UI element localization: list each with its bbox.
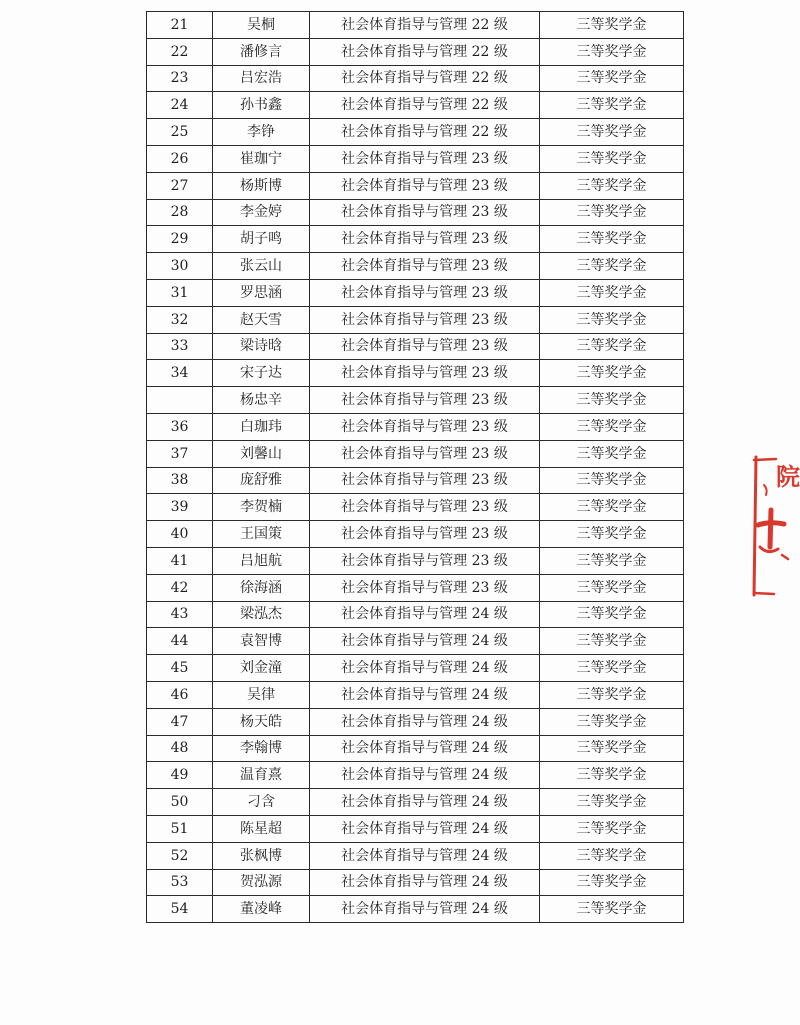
- cell-name: 吕宏浩: [213, 65, 310, 92]
- cell-name: 罗思涵: [213, 279, 310, 306]
- cell-award: 三等奖学金: [540, 65, 684, 92]
- cell-major: 社会体育指导与管理 23 级: [310, 199, 540, 226]
- cell-award: 三等奖学金: [540, 38, 684, 65]
- table-row: [147, 655, 684, 682]
- cell-major: 社会体育指导与管理 22 级: [310, 65, 540, 92]
- cell-major: 社会体育指导与管理 24 级: [310, 628, 540, 655]
- cell-award: 三等奖学金: [540, 494, 684, 521]
- cell-name: 梁诗晗: [213, 333, 310, 360]
- cell-major: 社会体育指导与管理 24 级: [310, 815, 540, 842]
- cell-number: 46: [147, 681, 213, 708]
- cell-award: 三等奖学金: [540, 440, 684, 467]
- cell-number: 45: [147, 655, 213, 682]
- cell-number: 27: [147, 172, 213, 199]
- cell-number: 33: [147, 333, 213, 360]
- cell-name: 李翰博: [213, 735, 310, 762]
- cell-number: 38: [147, 467, 213, 494]
- cell-number: 39: [147, 494, 213, 521]
- cell-major: 社会体育指导与管理 24 级: [310, 681, 540, 708]
- cell-number: 34: [147, 360, 213, 387]
- cell-name: 赵天雪: [213, 306, 310, 333]
- cell-major: 社会体育指导与管理 23 级: [310, 360, 540, 387]
- cell-major: 社会体育指导与管理 22 级: [310, 92, 540, 119]
- cell-major: 社会体育指导与管理 23 级: [310, 333, 540, 360]
- cell-name: 崔珈宁: [213, 145, 310, 172]
- cell-award: 三等奖学金: [540, 333, 684, 360]
- cell-name: 贺泓源: [213, 869, 310, 896]
- table-row: [147, 789, 684, 816]
- table-row: [147, 306, 684, 333]
- table-row: [147, 708, 684, 735]
- cell-award: 三等奖学金: [540, 467, 684, 494]
- cell-major: 社会体育指导与管理 24 级: [310, 708, 540, 735]
- cell-name: 陈星超: [213, 815, 310, 842]
- cell-name: 徐海涵: [213, 574, 310, 601]
- cell-name: 潘修言: [213, 38, 310, 65]
- cell-name: 张云山: [213, 253, 310, 280]
- cell-number: 32: [147, 306, 213, 333]
- cell-major: 社会体育指导与管理 22 级: [310, 38, 540, 65]
- cell-number: 54: [147, 896, 213, 923]
- official-seal-fragment: [744, 455, 800, 600]
- cell-award: 三等奖学金: [540, 521, 684, 548]
- cell-name: 庞舒雅: [213, 467, 310, 494]
- cell-name: 胡子鸣: [213, 226, 310, 253]
- table-row: [147, 119, 684, 146]
- cell-award: 三等奖学金: [540, 628, 684, 655]
- cell-number: 40: [147, 521, 213, 548]
- cell-number: 41: [147, 547, 213, 574]
- table-row: [147, 333, 684, 360]
- cell-major: 社会体育指导与管理 23 级: [310, 440, 540, 467]
- cell-number: 26: [147, 145, 213, 172]
- seal-character: 院: [776, 462, 800, 491]
- table-row: [147, 601, 684, 628]
- table-row: [147, 413, 684, 440]
- cell-name: 王国策: [213, 521, 310, 548]
- cell-name: 吴律: [213, 681, 310, 708]
- cell-major: 社会体育指导与管理 24 级: [310, 655, 540, 682]
- cell-award: 三等奖学金: [540, 306, 684, 333]
- cell-name: 梁泓杰: [213, 601, 310, 628]
- table-row: [147, 842, 684, 869]
- cell-number: 42: [147, 574, 213, 601]
- table-body: [147, 12, 684, 923]
- cell-major: 社会体育指导与管理 24 级: [310, 896, 540, 923]
- cell-name: 白珈玮: [213, 413, 310, 440]
- cell-award: 三等奖学金: [540, 789, 684, 816]
- table-row: [147, 253, 684, 280]
- cell-major: 社会体育指导与管理 23 级: [310, 521, 540, 548]
- cell-number: 31: [147, 279, 213, 306]
- cell-major: 社会体育指导与管理 23 级: [310, 494, 540, 521]
- cell-award: 三等奖学金: [540, 360, 684, 387]
- cell-award: 三等奖学金: [540, 387, 684, 414]
- cell-major: 社会体育指导与管理 22 级: [310, 119, 540, 146]
- table-row: [147, 12, 684, 39]
- cell-major: 社会体育指导与管理 24 级: [310, 762, 540, 789]
- cell-name: 李铮: [213, 119, 310, 146]
- cell-number: 22: [147, 38, 213, 65]
- cell-major: 社会体育指导与管理 23 级: [310, 467, 540, 494]
- cell-major: 社会体育指导与管理 23 级: [310, 145, 540, 172]
- cell-number: 21: [147, 12, 213, 39]
- cell-award: 三等奖学金: [540, 601, 684, 628]
- cell-number: 52: [147, 842, 213, 869]
- cell-number: 43: [147, 601, 213, 628]
- cell-award: 三等奖学金: [540, 735, 684, 762]
- cell-major: 社会体育指导与管理 24 级: [310, 735, 540, 762]
- table-row: [147, 467, 684, 494]
- cell-major: 社会体育指导与管理 23 级: [310, 574, 540, 601]
- table-row: [147, 92, 684, 119]
- table-row: [147, 521, 684, 548]
- cell-name: 刘金潼: [213, 655, 310, 682]
- cell-award: 三等奖学金: [540, 253, 684, 280]
- table-row: [147, 628, 684, 655]
- cell-name: 杨天皓: [213, 708, 310, 735]
- cell-award: 三等奖学金: [540, 119, 684, 146]
- cell-major: 社会体育指导与管理 23 级: [310, 172, 540, 199]
- table-row: [147, 681, 684, 708]
- cell-number: 23: [147, 65, 213, 92]
- cell-award: 三等奖学金: [540, 681, 684, 708]
- table-row: [147, 387, 684, 414]
- table-row: [147, 494, 684, 521]
- cell-name: 张枫博: [213, 842, 310, 869]
- cell-major: 社会体育指导与管理 23 级: [310, 387, 540, 414]
- cell-number: 28: [147, 199, 213, 226]
- cell-number: 51: [147, 815, 213, 842]
- cell-award: 三等奖学金: [540, 199, 684, 226]
- cell-award: 三等奖学金: [540, 413, 684, 440]
- seal-stamp-icon: [744, 455, 800, 600]
- cell-number: 30: [147, 253, 213, 280]
- cell-award: 三等奖学金: [540, 655, 684, 682]
- cell-name: 吕旭航: [213, 547, 310, 574]
- cell-major: 社会体育指导与管理 23 级: [310, 253, 540, 280]
- scholarship-list-table: [146, 11, 684, 923]
- cell-award: 三等奖学金: [540, 842, 684, 869]
- cell-major: 社会体育指导与管理 22 级: [310, 12, 540, 39]
- cell-award: 三等奖学金: [540, 708, 684, 735]
- cell-name: 董凌峰: [213, 896, 310, 923]
- cell-major: 社会体育指导与管理 24 级: [310, 601, 540, 628]
- cell-major: 社会体育指导与管理 23 级: [310, 279, 540, 306]
- cell-number: 24: [147, 92, 213, 119]
- cell-major: 社会体育指导与管理 23 级: [310, 547, 540, 574]
- cell-number: 47: [147, 708, 213, 735]
- cell-award: 三等奖学金: [540, 12, 684, 39]
- table-row: [147, 869, 684, 896]
- cell-name: 袁智博: [213, 628, 310, 655]
- cell-number: 49: [147, 762, 213, 789]
- table-row: [147, 896, 684, 923]
- table-row: [147, 199, 684, 226]
- cell-major: 社会体育指导与管理 24 级: [310, 869, 540, 896]
- cell-major: 社会体育指导与管理 23 级: [310, 306, 540, 333]
- cell-name: 孙书鑫: [213, 92, 310, 119]
- cell-name: 刘馨山: [213, 440, 310, 467]
- cell-number: 53: [147, 869, 213, 896]
- cell-award: 三等奖学金: [540, 547, 684, 574]
- table-row: [147, 360, 684, 387]
- table-row: [147, 735, 684, 762]
- cell-name: 刁含: [213, 789, 310, 816]
- cell-number: 48: [147, 735, 213, 762]
- cell-name: 李金婷: [213, 199, 310, 226]
- table-row: [147, 547, 684, 574]
- table-row: [147, 279, 684, 306]
- table-row: [147, 574, 684, 601]
- table-row: [147, 762, 684, 789]
- cell-award: 三等奖学金: [540, 896, 684, 923]
- cell-number: 44: [147, 628, 213, 655]
- cell-award: 三等奖学金: [540, 92, 684, 119]
- cell-award: 三等奖学金: [540, 869, 684, 896]
- cell-number: 37: [147, 440, 213, 467]
- cell-number: 29: [147, 226, 213, 253]
- cell-number: [147, 387, 213, 414]
- cell-major: 社会体育指导与管理 24 级: [310, 789, 540, 816]
- cell-award: 三等奖学金: [540, 762, 684, 789]
- table-row: [147, 145, 684, 172]
- cell-name: 温育熹: [213, 762, 310, 789]
- cell-award: 三等奖学金: [540, 815, 684, 842]
- cell-number: 36: [147, 413, 213, 440]
- cell-name: 李贺楠: [213, 494, 310, 521]
- table-row: [147, 65, 684, 92]
- cell-major: 社会体育指导与管理 23 级: [310, 226, 540, 253]
- cell-name: 吴桐: [213, 12, 310, 39]
- cell-number: 25: [147, 119, 213, 146]
- cell-major: 社会体育指导与管理 23 级: [310, 413, 540, 440]
- cell-name: 宋子达: [213, 360, 310, 387]
- table-row: [147, 38, 684, 65]
- cell-award: 三等奖学金: [540, 145, 684, 172]
- cell-name: 杨斯博: [213, 172, 310, 199]
- table-row: [147, 226, 684, 253]
- cell-award: 三等奖学金: [540, 574, 684, 601]
- cell-award: 三等奖学金: [540, 279, 684, 306]
- table-row: [147, 440, 684, 467]
- cell-major: 社会体育指导与管理 24 级: [310, 842, 540, 869]
- cell-number: 50: [147, 789, 213, 816]
- table-row: [147, 172, 684, 199]
- cell-award: 三等奖学金: [540, 172, 684, 199]
- cell-name: 杨忠辛: [213, 387, 310, 414]
- table-row: [147, 815, 684, 842]
- cell-award: 三等奖学金: [540, 226, 684, 253]
